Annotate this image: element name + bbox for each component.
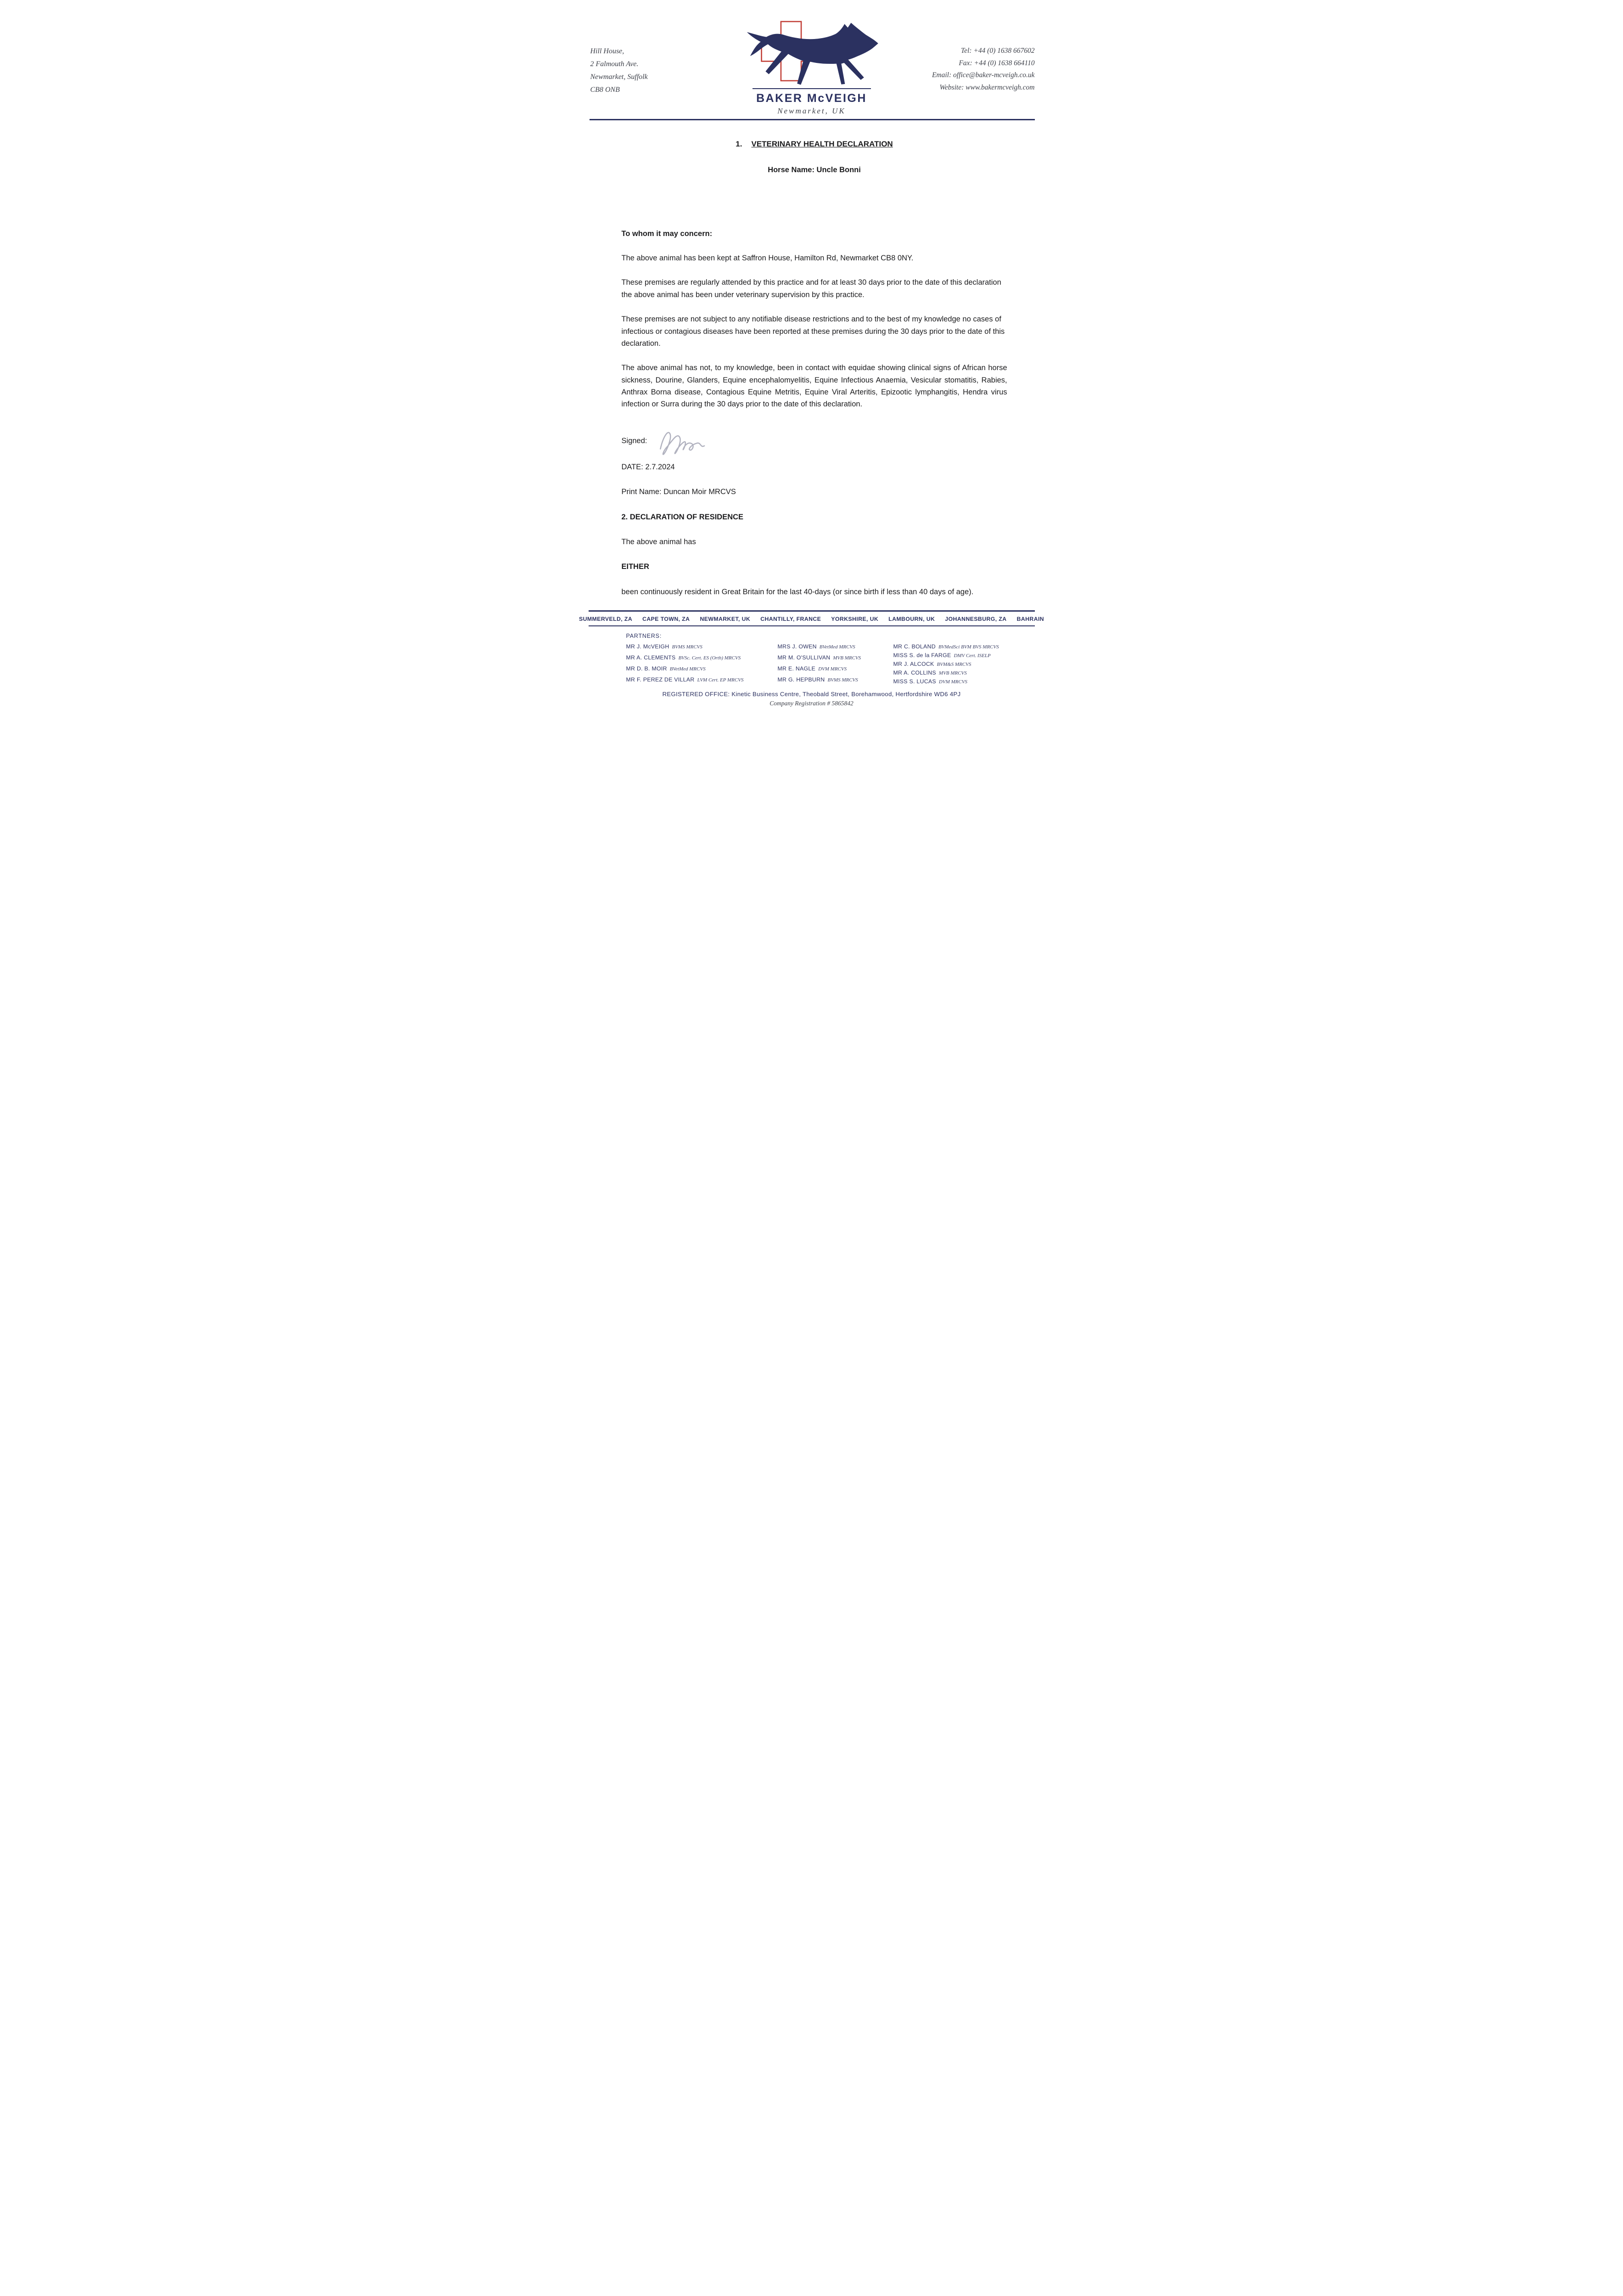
partner-quals: DVM MRCVS <box>818 666 847 672</box>
partner-entry <box>626 676 778 683</box>
contact-tel: Tel: +44 (0) 1638 667602 <box>960 47 1035 55</box>
header-divider <box>590 119 1035 120</box>
partner-entry <box>626 654 778 661</box>
horse-cross-logo-icon <box>743 17 881 87</box>
letter-page <box>559 0 1064 715</box>
partner-name: MR M. O'SULLIVAN <box>777 654 831 661</box>
letter-body <box>622 138 1007 598</box>
partner-quals: BVetMed MRCVS <box>819 644 855 650</box>
partner-quals: BVMS MRCVS <box>672 644 702 650</box>
signature-icon <box>653 422 710 456</box>
partner-name: MR A. CLEMENTS <box>626 654 676 661</box>
address-line: Hill House, <box>590 47 624 55</box>
section2-heading: 2. DECLARATION OF RESIDENCE <box>621 512 744 521</box>
date-line: DATE: 2.7.2024 <box>621 462 675 471</box>
contact-website: Website: www.bakermcveigh.com <box>939 83 1035 91</box>
partner-name: MR F. PEREZ DE VILLAR <box>626 676 695 683</box>
partner-entry <box>893 661 1035 667</box>
location-item: YORKSHIRE, UK <box>831 616 879 622</box>
company-registration-line: Company Registration # 5865842 <box>769 700 854 707</box>
partner-name: MR E. NAGLE <box>777 665 816 672</box>
partner-quals: MVB MRCVS <box>938 670 967 676</box>
partner-name: MRS J. OWEN <box>777 643 817 650</box>
location-item: CHANTILLY, FRANCE <box>760 616 821 622</box>
partner-quals: BVMedSci BVM BVS MRCVS <box>938 644 999 650</box>
partners-column-1 <box>626 643 778 685</box>
horse-name-line: Horse Name: Uncle Bonni <box>768 166 861 174</box>
partner-quals: DVM MRCVS <box>938 679 967 685</box>
partner-name: MR C. BOLAND <box>893 643 936 650</box>
either-label: EITHER <box>621 563 650 571</box>
signed-label: Signed: <box>621 437 647 445</box>
address-line: Newmarket, Suffolk <box>590 73 648 81</box>
location-item: LAMBOURN, UK <box>888 616 935 622</box>
partner-name: MISS S. LUCAS <box>893 678 936 685</box>
location-item: BAHRAIN <box>1016 616 1044 622</box>
partner-quals: BVSc. Cert. ES (Orth) MRCVS <box>678 655 741 661</box>
partners-label: PARTNERS: <box>626 633 662 639</box>
partner-quals: LVM Cert. EP MRCVS <box>697 677 744 683</box>
office-locations <box>559 616 1064 622</box>
paragraph-kept-at: The above animal has been kept at Saffron House, Hamilton Rd, Newmarket CB8 0NY. <box>621 253 914 262</box>
footer-divider-top <box>589 610 1035 612</box>
residence-intro: The above animal has <box>621 538 696 546</box>
partner-quals: BVM&S MRCVS <box>937 662 972 667</box>
partner-name: MR A. COLLINS <box>893 670 936 676</box>
partner-entry <box>626 643 778 650</box>
contact-email: Email: office@baker-mcveigh.co.uk <box>932 71 1035 79</box>
section1-heading <box>622 138 1007 150</box>
partner-name: MR J. ALCOCK <box>893 661 934 667</box>
signed-row <box>622 424 1007 447</box>
partner-quals: BVetMed MRCVS <box>669 666 706 672</box>
practice-contact <box>932 45 1035 94</box>
partner-entry <box>778 643 893 650</box>
paragraph-supervision: These premises are regularly attended by this practice and for at least 30 days prior to the date of this declaration the above animal has been under veterinary supervision by this practice. <box>621 278 1001 299</box>
partners-column-2 <box>778 643 893 685</box>
partner-entry <box>893 643 1035 650</box>
print-name-line: Print Name: Duncan Moir MRCVS <box>621 488 736 496</box>
partner-name: MISS S. de la FARGE <box>893 652 951 658</box>
partner-entry <box>778 654 893 661</box>
partner-entry <box>893 670 1035 676</box>
salutation: To whom it may concern: <box>621 229 713 238</box>
paragraph-no-contact: The above animal has not, to my knowledge, been in contact with equidae showing clinical signs of African horse sickness, Dourine, Glanders, Equine encephalomyelitis, Equine Infectious Anaemia, Vesicular stomatitis, Rabies, Anthrax Borna disease, Contagious Equine Metritis, Equine Viral Arteritis, Epizootic lymphangitis, Hendra virus infection or Surra during the 30 days prior to the date of this declaration. <box>621 364 1007 409</box>
registered-office-line: REGISTERED OFFICE: Kinetic Business Centre, Theobald Street, Borehamwood, Hertfordshire WD6 4PJ <box>662 691 961 698</box>
partner-quals: DMV Cert. ISELP <box>954 653 991 658</box>
footer-divider-bottom <box>589 625 1035 626</box>
either-text: been continuously resident in Great Britain for the last 40-days (or since birth if less than 40 days of age). <box>621 587 974 596</box>
contact-fax: Fax: +44 (0) 1638 664110 <box>959 59 1035 67</box>
partner-name: MR D. B. MOIR <box>626 665 667 672</box>
partners-columns <box>626 643 1035 685</box>
partner-entry <box>893 652 1035 658</box>
section1-title: VETERINARY HEALTH DECLARATION <box>751 140 893 148</box>
partner-name: MR J. McVEIGH <box>626 643 669 650</box>
partner-entry <box>893 678 1035 685</box>
practice-location: Newmarket, UK <box>777 107 846 115</box>
partners-section <box>626 633 1035 685</box>
logo-divider <box>753 88 871 89</box>
address-line: 2 Falmouth Ave. <box>590 60 639 68</box>
letterhead <box>559 0 1064 120</box>
location-item: SUMMERVELD, ZA <box>579 616 633 622</box>
address-line: CB8 ONB <box>590 86 620 94</box>
partner-entry <box>626 665 778 672</box>
letter-footer <box>559 610 1064 715</box>
partner-name: MR G. HEPBURN <box>777 676 825 683</box>
partner-quals: BVMS MRCVS <box>827 677 858 683</box>
section1-number: 1. <box>736 140 742 148</box>
partners-column-3 <box>893 643 1035 685</box>
location-item: NEWMARKET, UK <box>700 616 751 622</box>
partner-entry <box>778 665 893 672</box>
location-item: CAPE TOWN, ZA <box>642 616 690 622</box>
partner-entry <box>778 676 893 683</box>
partner-quals: MVB MRCVS <box>833 655 861 661</box>
paragraph-no-restrictions: These premises are not subject to any notifiable disease restrictions and to the best of my knowledge no cases of infectious or contagious diseases have been reported at these premises during the 30 days prior to the date of this declaration. <box>621 315 1005 348</box>
location-item: JOHANNESBURG, ZA <box>945 616 1007 622</box>
practice-name: BAKER McVEIGH <box>756 92 867 105</box>
